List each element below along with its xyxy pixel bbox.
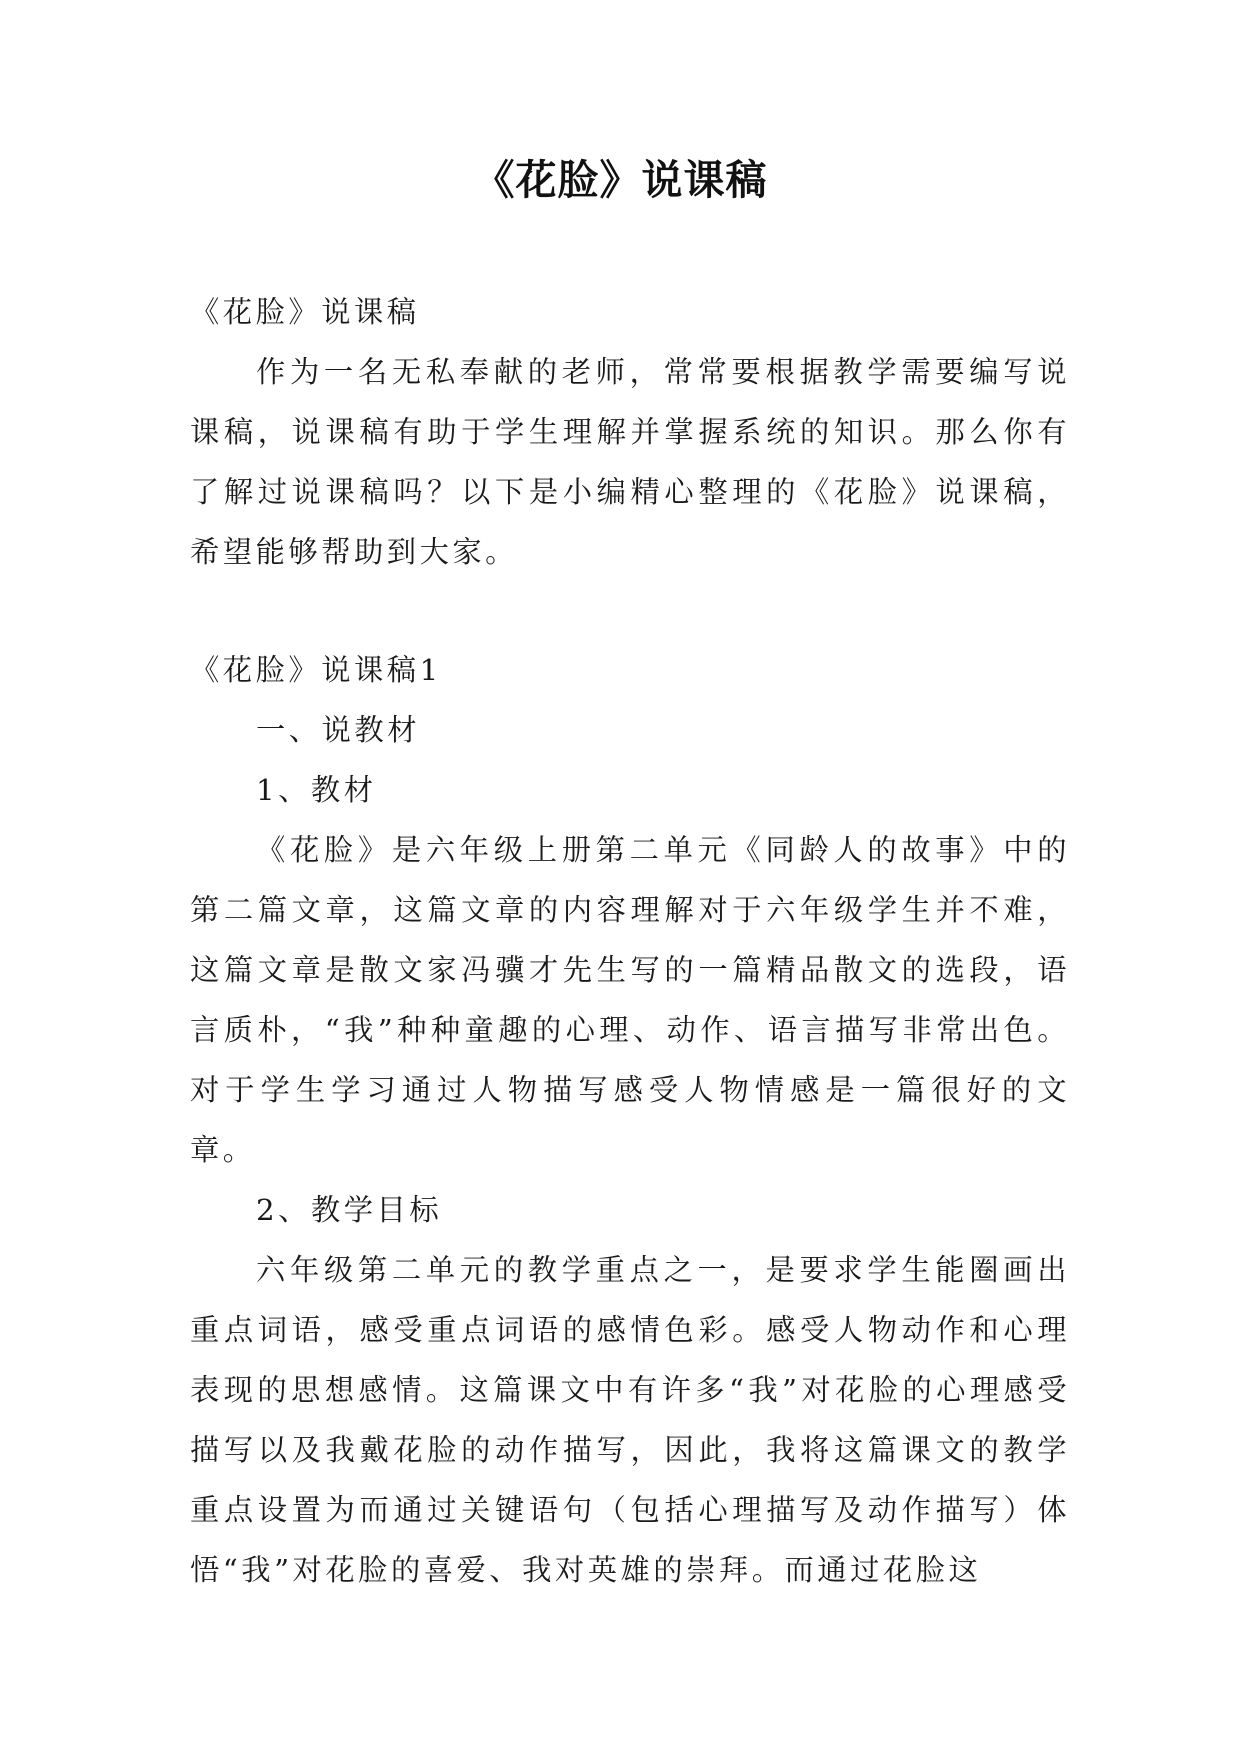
material-paragraph: 《花脸》是六年级上册第二单元《同龄人的故事》中的第二篇文章，这篇文章的内容理解对于六年级学生并不难，这篇文章是散文家冯骥才先生写的一篇精品散文的选段，语言质朴，“我”种种童趣的心理、动作、语言描写非常出色。对于学生学习通过人物描写感受人物情感是一篇很好的文章。 bbox=[190, 833, 1070, 1167]
subheading-teaching-material: 一、说教材 bbox=[256, 713, 420, 747]
document-body bbox=[190, 282, 1070, 1600]
subheading-teaching-goals: 2、教学目标 bbox=[256, 1193, 443, 1227]
subheading-material: 1、教材 bbox=[256, 773, 377, 807]
goals-paragraph: 六年级第二单元的教学重点之一，是要求学生能圈画出重点词语，感受重点词语的感情色彩。感受人物动作和心理表现的思想感情。这篇课文中有许多“我”对花脸的心理感受描写以及我戴花脸的动作描写，因此，我将这篇课文的教学重点设置为而通过关键语句（包括心理描写及动作描写）体悟“我”对花脸的喜爱、我对英雄的崇拜。而通过花脸这 bbox=[190, 1253, 1070, 1587]
subtitle-line: 《花脸》说课稿 bbox=[190, 295, 420, 329]
document-title: 《花脸》说课稿 bbox=[473, 156, 768, 204]
section-heading: 《花脸》说课稿1 bbox=[190, 653, 442, 687]
intro-paragraph: 作为一名无私奉献的老师，常常要根据教学需要编写说课稿，说课稿有助于学生理解并掌握系统的知识。那么你有了解过说课稿吗？以下是小编精心整理的《花脸》说课稿，希望能够帮助到大家。 bbox=[190, 355, 1070, 569]
